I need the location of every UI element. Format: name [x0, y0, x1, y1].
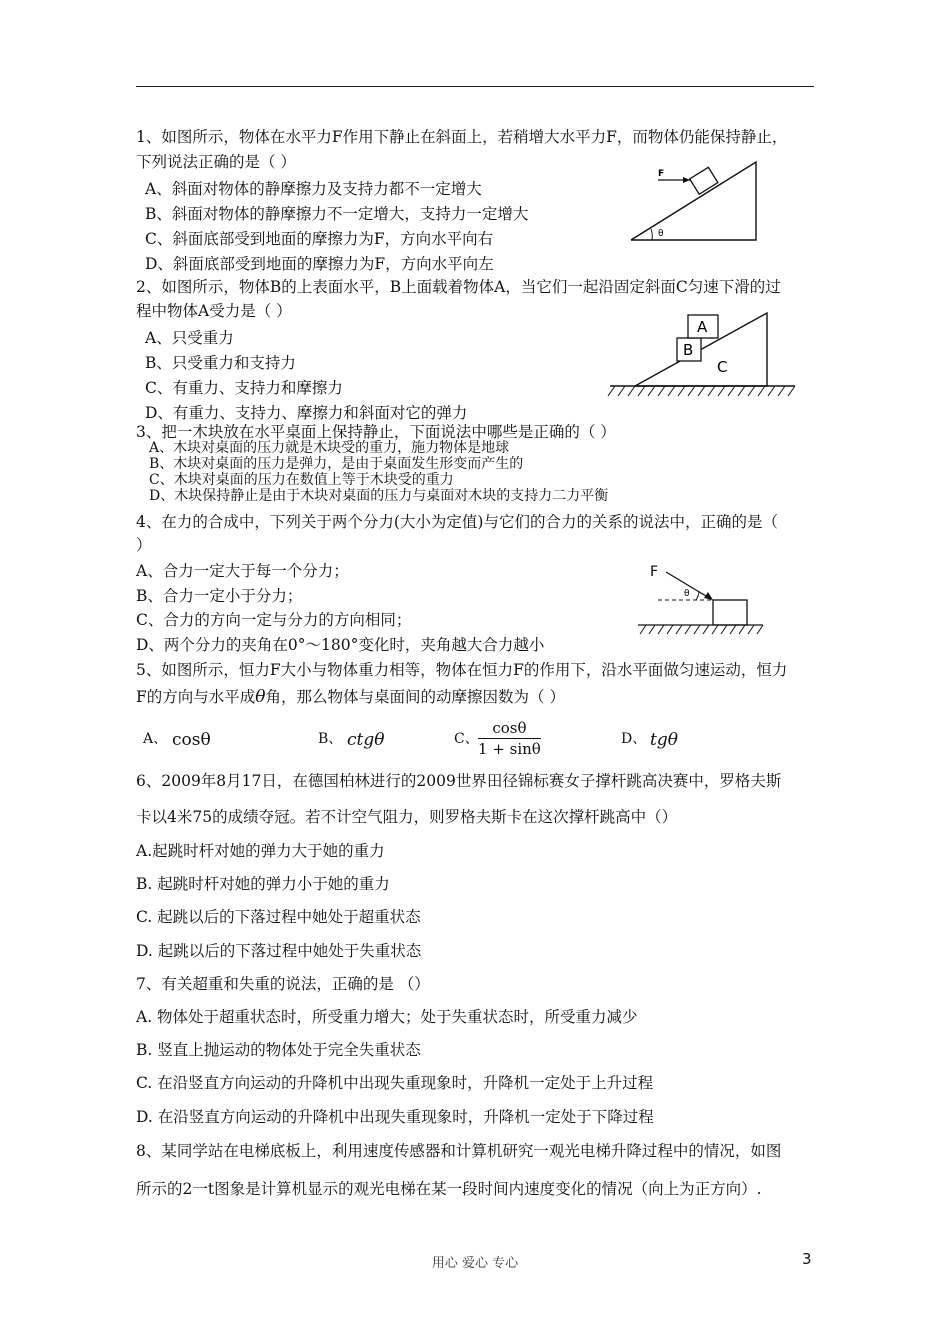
q2-block-b-label: B	[683, 341, 694, 359]
q1-stem-line1: 1、如图所示，物体在水平力F作用下静止在斜面上，若稍增大水平力F，而物体仍能保持静止，	[136, 128, 788, 146]
q5-stem-text-b: 角，那么物体与桌面间的动摩擦因数为（ ）	[265, 688, 565, 706]
q4-option-d: D、两个分力的夹角在0°～180°变化时，夹角越大合力越小	[136, 636, 545, 654]
q4-force-label: F	[650, 564, 659, 580]
page-number: 3	[802, 1250, 812, 1268]
q2-block-a-label: A	[697, 318, 708, 336]
q2-stem-line1: 2、如图所示，物体B的上表面水平，B上面载着物体A，当它们一起沿固定斜面C匀速下滑的过	[136, 278, 781, 296]
q1-angle-label: θ	[658, 229, 664, 239]
q6-stem-line1: 6、2009年8月17日，在德国柏林进行的2009世界田径锦标赛女子撑杆跳高决赛中，罗格夫斯	[136, 772, 782, 790]
q4-option-c: C、合力的方向一定与分力的方向相同；	[136, 611, 412, 629]
q5-stem-line2	[136, 688, 565, 706]
q5-option-a-value: cosθ	[172, 730, 211, 750]
q3-option-c: C、木块对桌面的压力在数值上等于木块受的重力	[149, 472, 454, 488]
q2-option-b: B、只受重力和支持力	[145, 354, 296, 372]
header-rule	[136, 86, 814, 87]
q4-stem-line1: 4、在力的合成中，下列关于两个分力(大小为定值)与它们的合力的关系的说法中，正确的是（	[136, 513, 778, 531]
q4-angle-label: θ	[684, 589, 690, 599]
q5-option-c-label: C、	[454, 731, 479, 747]
q3-option-a: A、木块对桌面的压力就是木块受的重力，施力物体是地球	[149, 440, 510, 456]
q8-stem-line1: 8、某同学站在电梯底板上，利用速度传感器和计算机研究一观光电梯升降过程中的情况，如图	[136, 1142, 782, 1160]
q6-option-b: B. 起跳时杆对她的弹力小于她的重力	[136, 875, 390, 893]
q3-option-b: B、木块对桌面的压力是弹力，是由于桌面发生形变而产生的	[149, 456, 524, 472]
q5-option-b-label: B、	[318, 731, 343, 747]
q1-stem-line2: 下列说法正确的是（ ）	[136, 153, 296, 171]
q1-option-c: C、斜面底部受到地面的摩擦力为F，方向水平向右	[145, 230, 494, 248]
q6-option-a: A.起跳时杆对她的弹力大于她的重力	[136, 842, 385, 860]
q2-incline-figure	[605, 310, 797, 406]
q1-option-b: B、斜面对物体的静摩擦力不一定增大，支持力一定增大	[145, 205, 529, 223]
q6-option-c: C. 起跳以后的下落过程中她处于超重状态	[136, 908, 421, 926]
q1-force-label: F	[658, 169, 665, 179]
q7-option-d: D. 在沿竖直方向运动的升降机中出现失重现象时，升降机一定处于下降过程	[136, 1108, 654, 1126]
q5-option-d-value: tgθ	[650, 730, 678, 750]
q2-option-d: D、有重力、支持力、摩擦力和斜面对它的弹力	[145, 404, 468, 422]
q5-option-c-denominator: 1 + sinθ	[478, 740, 541, 758]
q6-stem-line2: 卡以4米75的成绩夺冠。若不计空气阻力，则罗格夫斯卡在这次撑杆跳高中（）	[136, 808, 678, 826]
q2-option-c: C、有重力、支持力和摩擦力	[145, 379, 343, 397]
q2-stem-line2: 程中物体A受力是（ ）	[136, 302, 292, 320]
q4-stem-line2: ）	[136, 536, 152, 554]
q1-option-a: A、斜面对物体的静摩擦力及支持力都不一定增大	[145, 180, 482, 198]
q2-option-a: A、只受重力	[145, 329, 234, 347]
q4-option-b: B、合力一定小于分力；	[136, 587, 303, 605]
q4-force-block-figure	[638, 560, 766, 642]
q5-option-c-numerator: cosθ	[478, 719, 541, 739]
q5-option-c-fraction	[478, 719, 541, 758]
q6-option-d: D. 起跳以后的下落过程中她处于失重状态	[136, 942, 422, 960]
q4-option-a: A、合力一定大于每一个分力；	[136, 562, 349, 580]
q2-incline-c-label: C	[717, 358, 728, 376]
q7-stem: 7、有关超重和失重的说法，正确的是 （）	[136, 975, 430, 993]
page-footer: 用心 爱心 专心	[431, 1256, 519, 1271]
q7-option-c: C. 在沿竖直方向运动的升降机中出现失重现象时，升降机一定处于上升过程	[136, 1074, 654, 1092]
q5-option-a-label: A、	[143, 731, 168, 747]
q1-option-d: D、斜面底部受到地面的摩擦力为F，方向水平向左	[145, 255, 494, 273]
q8-stem-line2: 所示的2一t图象是计算机显示的观光电梯在某一段时间内速度变化的情况（向上为正方向）.	[136, 1180, 762, 1198]
q3-option-d: D、木块保持静止是由于木块对桌面的压力与桌面对木块的支持力二力平衡	[149, 488, 609, 504]
q1-incline-figure	[628, 160, 763, 244]
q3-stem: 3、把一木块放在水平桌面上保持静止，下面说法中哪些是正确的（ ）	[136, 423, 616, 441]
q5-option-d-label: D、	[621, 731, 647, 747]
q5-stem-text-a: F的方向与水平成	[136, 688, 256, 706]
q7-option-a: A. 物体处于超重状态时，所受重力增大；处于失重状态时，所受重力减少	[136, 1008, 638, 1026]
q5-stem-line1: 5、如图所示，恒力F大小与物体重力相等，物体在恒力F的作用下，沿水平面做匀速运动，恒力	[136, 661, 788, 679]
q5-option-b-value: ctgθ	[347, 730, 385, 750]
q5-stem-theta: θ	[255, 687, 266, 707]
q7-option-b: B. 竖直上抛运动的物体处于完全失重状态	[136, 1041, 421, 1059]
